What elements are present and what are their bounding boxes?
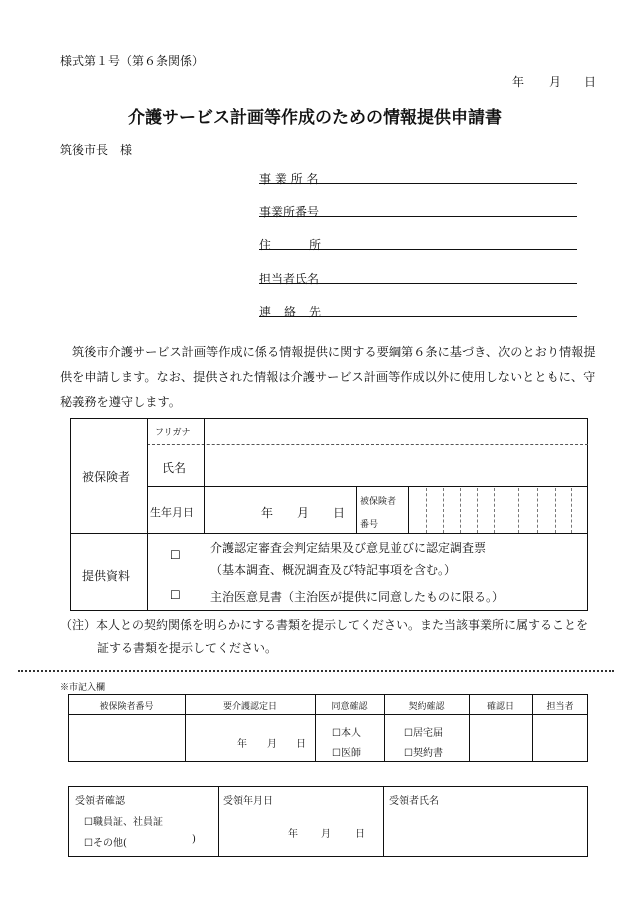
materials-label: 提供資料 <box>82 569 131 583</box>
number-slot-divider <box>555 488 556 533</box>
contact-label-3: 先 <box>309 305 322 319</box>
number-slot-divider <box>537 488 538 533</box>
date-year: 年 <box>512 75 525 89</box>
name-input[interactable] <box>205 446 587 485</box>
number-slot-divider <box>477 488 478 533</box>
note-line-2: 証する書類を提示してください。 <box>97 641 278 655</box>
form-number: 様式第１号（第６条関係） <box>60 54 205 68</box>
contact-label-2: 絡 <box>284 305 297 319</box>
received-date-label: 受領年月日 <box>223 796 273 807</box>
furigana-input[interactable] <box>205 420 587 443</box>
date-month: 月 <box>549 75 562 89</box>
city-header: 担当者 <box>546 702 574 712</box>
name-divider <box>147 486 588 487</box>
furigana-label: フリガナ <box>155 428 191 438</box>
body-line-2: 供を申請します。なお、提供された情報は介護サービス計画等作成以外に使用しないとともに、守 <box>60 370 596 384</box>
city-header-divider <box>68 714 588 715</box>
recipient-name-input[interactable] <box>389 808 584 854</box>
recipient-check-label: 受領者確認 <box>75 796 125 807</box>
office-name-line[interactable] <box>259 183 577 184</box>
insured-number-label-2: 番号 <box>360 520 379 530</box>
opt-other[interactable]: ☐その他( <box>84 838 127 849</box>
material-1-line-2: （基本調査、概況調査及び特記事項を含む。） <box>210 563 457 577</box>
number-slot-divider <box>518 488 519 533</box>
birthdate-label: 生年月日 <box>150 506 194 519</box>
number-slot-divider <box>571 488 572 533</box>
label-col-divider <box>147 418 148 611</box>
name-label: 氏名 <box>162 461 187 475</box>
consent-doctor[interactable]: ☐医師 <box>332 748 361 759</box>
number-slot-divider <box>460 488 461 533</box>
birth-month: 月 <box>297 506 310 520</box>
opt-other-close: ) <box>192 834 196 845</box>
furigana-divider <box>147 444 588 445</box>
body-line-3: 秘義務を遵守します。 <box>60 395 181 409</box>
number-slot-divider <box>443 488 444 533</box>
page-title: 介護サービス計画等作成のための情報提供申請書 <box>128 108 502 128</box>
office-number-line[interactable] <box>259 216 577 217</box>
city-header: 契約確認 <box>408 702 445 712</box>
city-header: 同意確認 <box>331 702 368 712</box>
cut-line <box>18 670 614 672</box>
material-1-checkbox[interactable]: ☐ <box>170 548 181 562</box>
material-1-line-1: 介護認定審査会判定結果及び意見並びに認定調査票 <box>210 541 487 555</box>
office-number-label: 事業所番号 <box>259 205 320 219</box>
opt-staff-id[interactable]: ☐職員証、社員証 <box>84 817 163 828</box>
date-day: 日 <box>584 75 597 89</box>
address-label-2: 所 <box>309 238 322 252</box>
insured-number-label-1: 被保険者 <box>360 497 397 507</box>
birth-day: 日 <box>333 506 346 520</box>
body-line-1: 筑後市介護サービス計画等作成に係る情報提供に関する要綱第６条に基づき、次のとおり情報提 <box>72 345 596 359</box>
birth-divider <box>356 486 357 533</box>
insured-label: 被保険者 <box>82 470 131 484</box>
birth-year: 年 <box>261 506 274 520</box>
material-2-checkbox[interactable]: ☐ <box>170 588 181 602</box>
office-name-label: 事 業 所 名 <box>259 172 319 186</box>
person-in-charge-label: 担当者氏名 <box>259 272 320 286</box>
contract-agreement[interactable]: ☐契約書 <box>404 748 443 759</box>
city-header: 要介護認定日 <box>222 702 277 712</box>
receipt-col-divider <box>218 786 219 857</box>
city-section-label: ※市記入欄 <box>60 683 106 693</box>
contact-label-1: 連 <box>259 305 272 319</box>
city-header: 確認日 <box>486 702 514 712</box>
contract-home-notice[interactable]: ☐居宅届 <box>404 728 443 739</box>
city-header: 被保険者番号 <box>99 702 154 712</box>
cert-year: 年 <box>237 739 247 750</box>
received-year: 年 <box>288 829 298 840</box>
person-in-charge-line[interactable] <box>259 283 577 284</box>
note-line-1: （注）本人との契約関係を明らかにする書類を提示してください。また当該事業所に属することを <box>60 618 589 632</box>
material-2-text: 主治医意見書（主治医が提供に同意したものに限る。） <box>210 590 505 604</box>
recipient-name-label: 受領者氏名 <box>389 796 439 807</box>
receipt-col-divider <box>383 786 384 857</box>
address-line[interactable] <box>259 249 577 250</box>
received-month: 月 <box>321 829 331 840</box>
number-slot-divider <box>494 488 495 533</box>
cert-month: 月 <box>267 739 277 750</box>
number-slot-divider <box>426 488 427 533</box>
number-divider <box>408 486 409 533</box>
consent-self[interactable]: ☐本人 <box>332 728 361 739</box>
received-day: 日 <box>355 829 365 840</box>
addressee: 筑後市長 様 <box>60 143 133 157</box>
address-label-1: 住 <box>259 238 272 252</box>
contact-line[interactable] <box>259 316 577 317</box>
cert-day: 日 <box>296 739 306 750</box>
